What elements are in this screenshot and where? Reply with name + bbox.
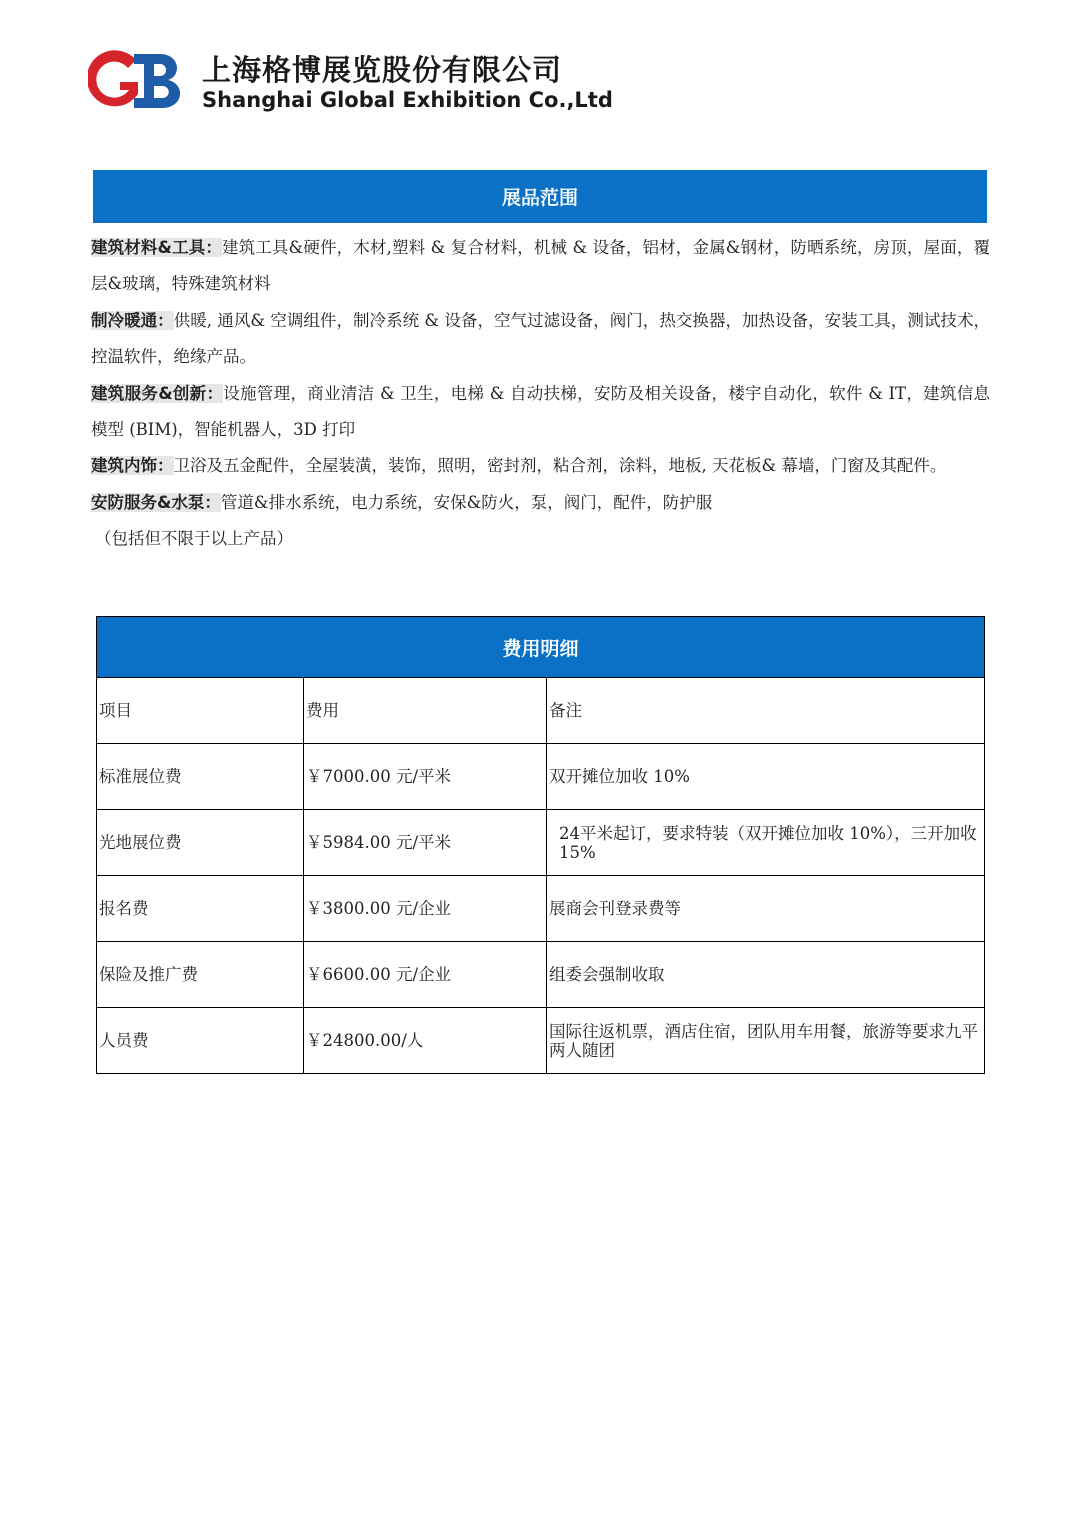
- scope-category: 建筑材料&工具：: [91, 238, 222, 257]
- scope-item: [91, 230, 990, 303]
- scope-title-band: 展品范围: [93, 170, 987, 223]
- scope-item: [91, 485, 990, 521]
- scope-text: 管道&排水系统，电力系统，安保&防火，泵，阀门，配件，防护服: [220, 492, 713, 512]
- fee-cell: ￥6600.00 元/企业: [304, 942, 547, 1008]
- item-cell: 保险及推广费: [97, 942, 304, 1008]
- fees-title-row: [97, 617, 985, 678]
- table-row: [97, 744, 985, 810]
- scope-text: 建筑工具&硬件，木材,塑料 & 复合材料，机械 & 设备，铝材，金属&钢材，防晒系统，房顶，屋面，覆层&玻璃，特殊建筑材料: [91, 238, 990, 294]
- item-cell: 光地展位费: [97, 810, 304, 876]
- item-cell: 人员费: [97, 1008, 304, 1074]
- company-name-en: Shanghai Global Exhibition Co.,Ltd: [202, 88, 613, 112]
- scope-category: 建筑服务&创新：: [91, 383, 224, 403]
- scope-item: [91, 303, 990, 376]
- scope-text: 供暖, 通风& 空调组件，制冷系统 & 设备，空气过滤设备，阀门，热交换器，加热设备，安装工具，测试技术，控温软件，绝缘产品。: [91, 310, 991, 367]
- remark-cell: 展商会刊登录费等: [547, 876, 985, 942]
- scope-text: 设施管理，商业清洁 & 卫生，电梯 & 自动扶梯，安防及相关设备，楼宇自动化，软件 & IT，建筑信息模型 (BIM)，智能机器人，3D 打印: [91, 383, 991, 440]
- scope-section: [91, 230, 990, 558]
- table-row: [97, 876, 985, 942]
- remark-cell: 24平米起订，要求特装（双开摊位加收 10%），三开加收15%: [547, 810, 985, 876]
- item-cell: 报名费: [97, 876, 304, 942]
- fees-table: [96, 616, 985, 1074]
- fee-cell: ￥3800.00 元/企业: [304, 876, 547, 942]
- table-row: [97, 810, 985, 876]
- fee-cell: ￥7000.00 元/平米: [304, 744, 547, 810]
- fees-title: 费用明细: [97, 617, 985, 678]
- scope-category: 建筑内饰：: [91, 456, 174, 476]
- fee-cell: ￥5984.00 元/平米: [304, 810, 547, 876]
- header-fee: 费用: [304, 678, 547, 744]
- item-cell: 标准展位费: [97, 744, 304, 810]
- scope-note: （包括但不限于以上产品）: [95, 529, 293, 549]
- table-header-row: [97, 678, 985, 744]
- table-row: [97, 1008, 985, 1074]
- table-row: [97, 942, 985, 1008]
- company-logo: [88, 46, 188, 116]
- company-name-cn: 上海格博展览股份有限公司: [202, 53, 563, 87]
- fee-cell: ￥24800.00/人: [304, 1008, 547, 1074]
- header-remark: 备注: [547, 678, 985, 744]
- remark-cell: 组委会强制收取: [547, 942, 985, 1008]
- scope-category: 制冷暖通：: [91, 310, 174, 330]
- scope-category: 安防服务&水泵：: [91, 492, 221, 512]
- remark-cell: 国际往返机票，酒店住宿，团队用车用餐，旅游等要求九平两人随团: [547, 1008, 985, 1074]
- remark-cell: 双开摊位加收 10%: [547, 744, 985, 810]
- scope-text: 卫浴及五金配件，全屋装潢，装饰，照明，密封剂，粘合剂，涂料，地板, 天花板& 幕墙，门窗及其配件。: [173, 456, 947, 476]
- scope-item: [91, 376, 990, 449]
- page-header: [88, 46, 688, 118]
- header-item: 项目: [97, 678, 304, 744]
- scope-item: [91, 448, 990, 484]
